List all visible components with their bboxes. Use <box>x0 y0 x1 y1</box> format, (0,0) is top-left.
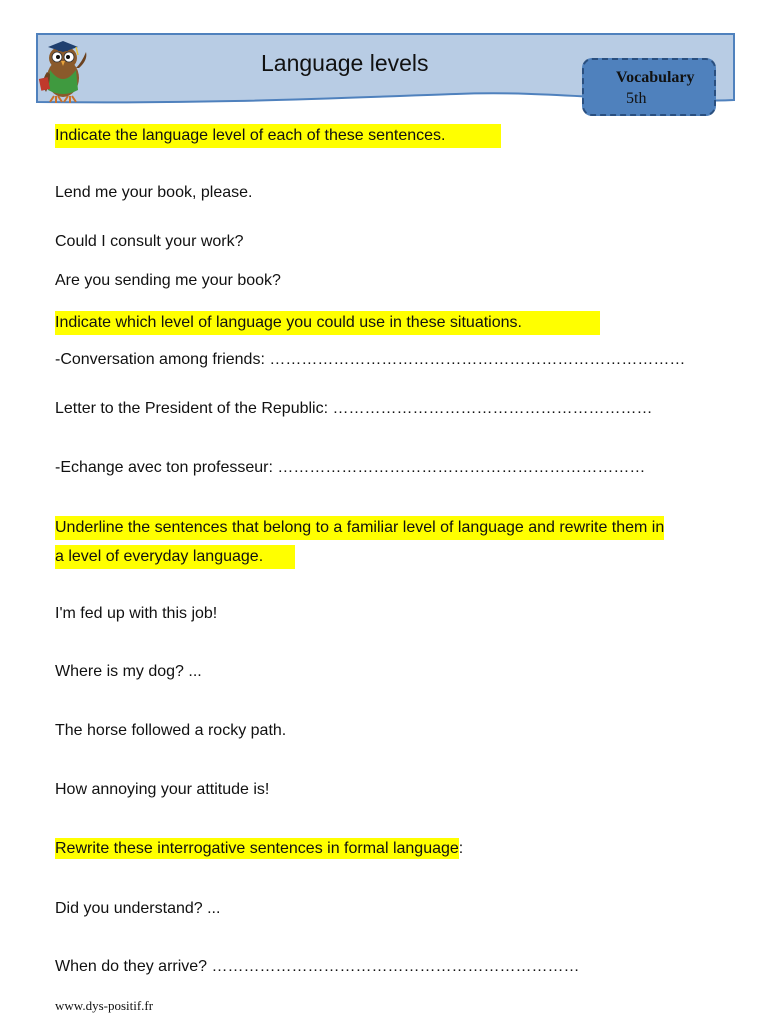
fill-in-line: -Conversation among friends: …………………………………………………………………… <box>55 351 686 368</box>
instruction-situations: Indicate which level of language you could use in these situations. <box>55 311 600 335</box>
instruction-underline-line1: Underline the sentences that belong to a familiar level of language and rewrite them in <box>55 516 664 540</box>
sentence-item: How annoying your attitude is! <box>55 781 270 798</box>
owl-mascot-icon <box>38 38 90 104</box>
fill-in-line: Letter to the President of the Republic: …………………………………………………… <box>55 400 653 417</box>
footer-website: www.dys-positif.fr <box>55 998 154 1013</box>
instruction-rewrite-formal: Rewrite these interrogative sentences in formal language: <box>55 840 464 857</box>
sentence-item: Are you sending me your book? <box>55 272 281 289</box>
badge-grade: 5th <box>626 90 647 107</box>
sentence-item: Did you understand? ... <box>55 900 221 917</box>
sentence-item: The horse followed a rocky path. <box>55 722 287 739</box>
badge-subject: Vocabulary <box>616 69 695 86</box>
instruction-language-level: Indicate the language level of each of these sentences. <box>55 124 501 148</box>
header-banner <box>36 32 736 108</box>
sentence-item: Lend me your book, please. <box>55 184 253 201</box>
fill-in-line: -Echange avec ton professeur: …………………………………………………………… <box>55 459 646 476</box>
sentence-item: Where is my dog? ... <box>55 663 202 680</box>
sentence-item: Could I consult your work? <box>55 233 244 250</box>
sentence-item: When do they arrive? …………………………………………………………… <box>55 958 580 975</box>
page-title: Language levels <box>261 50 429 76</box>
category-badge <box>582 58 716 116</box>
instruction-underline-line2: a level of everyday language. <box>55 545 295 569</box>
sentence-item: I'm fed up with this job! <box>55 605 218 622</box>
